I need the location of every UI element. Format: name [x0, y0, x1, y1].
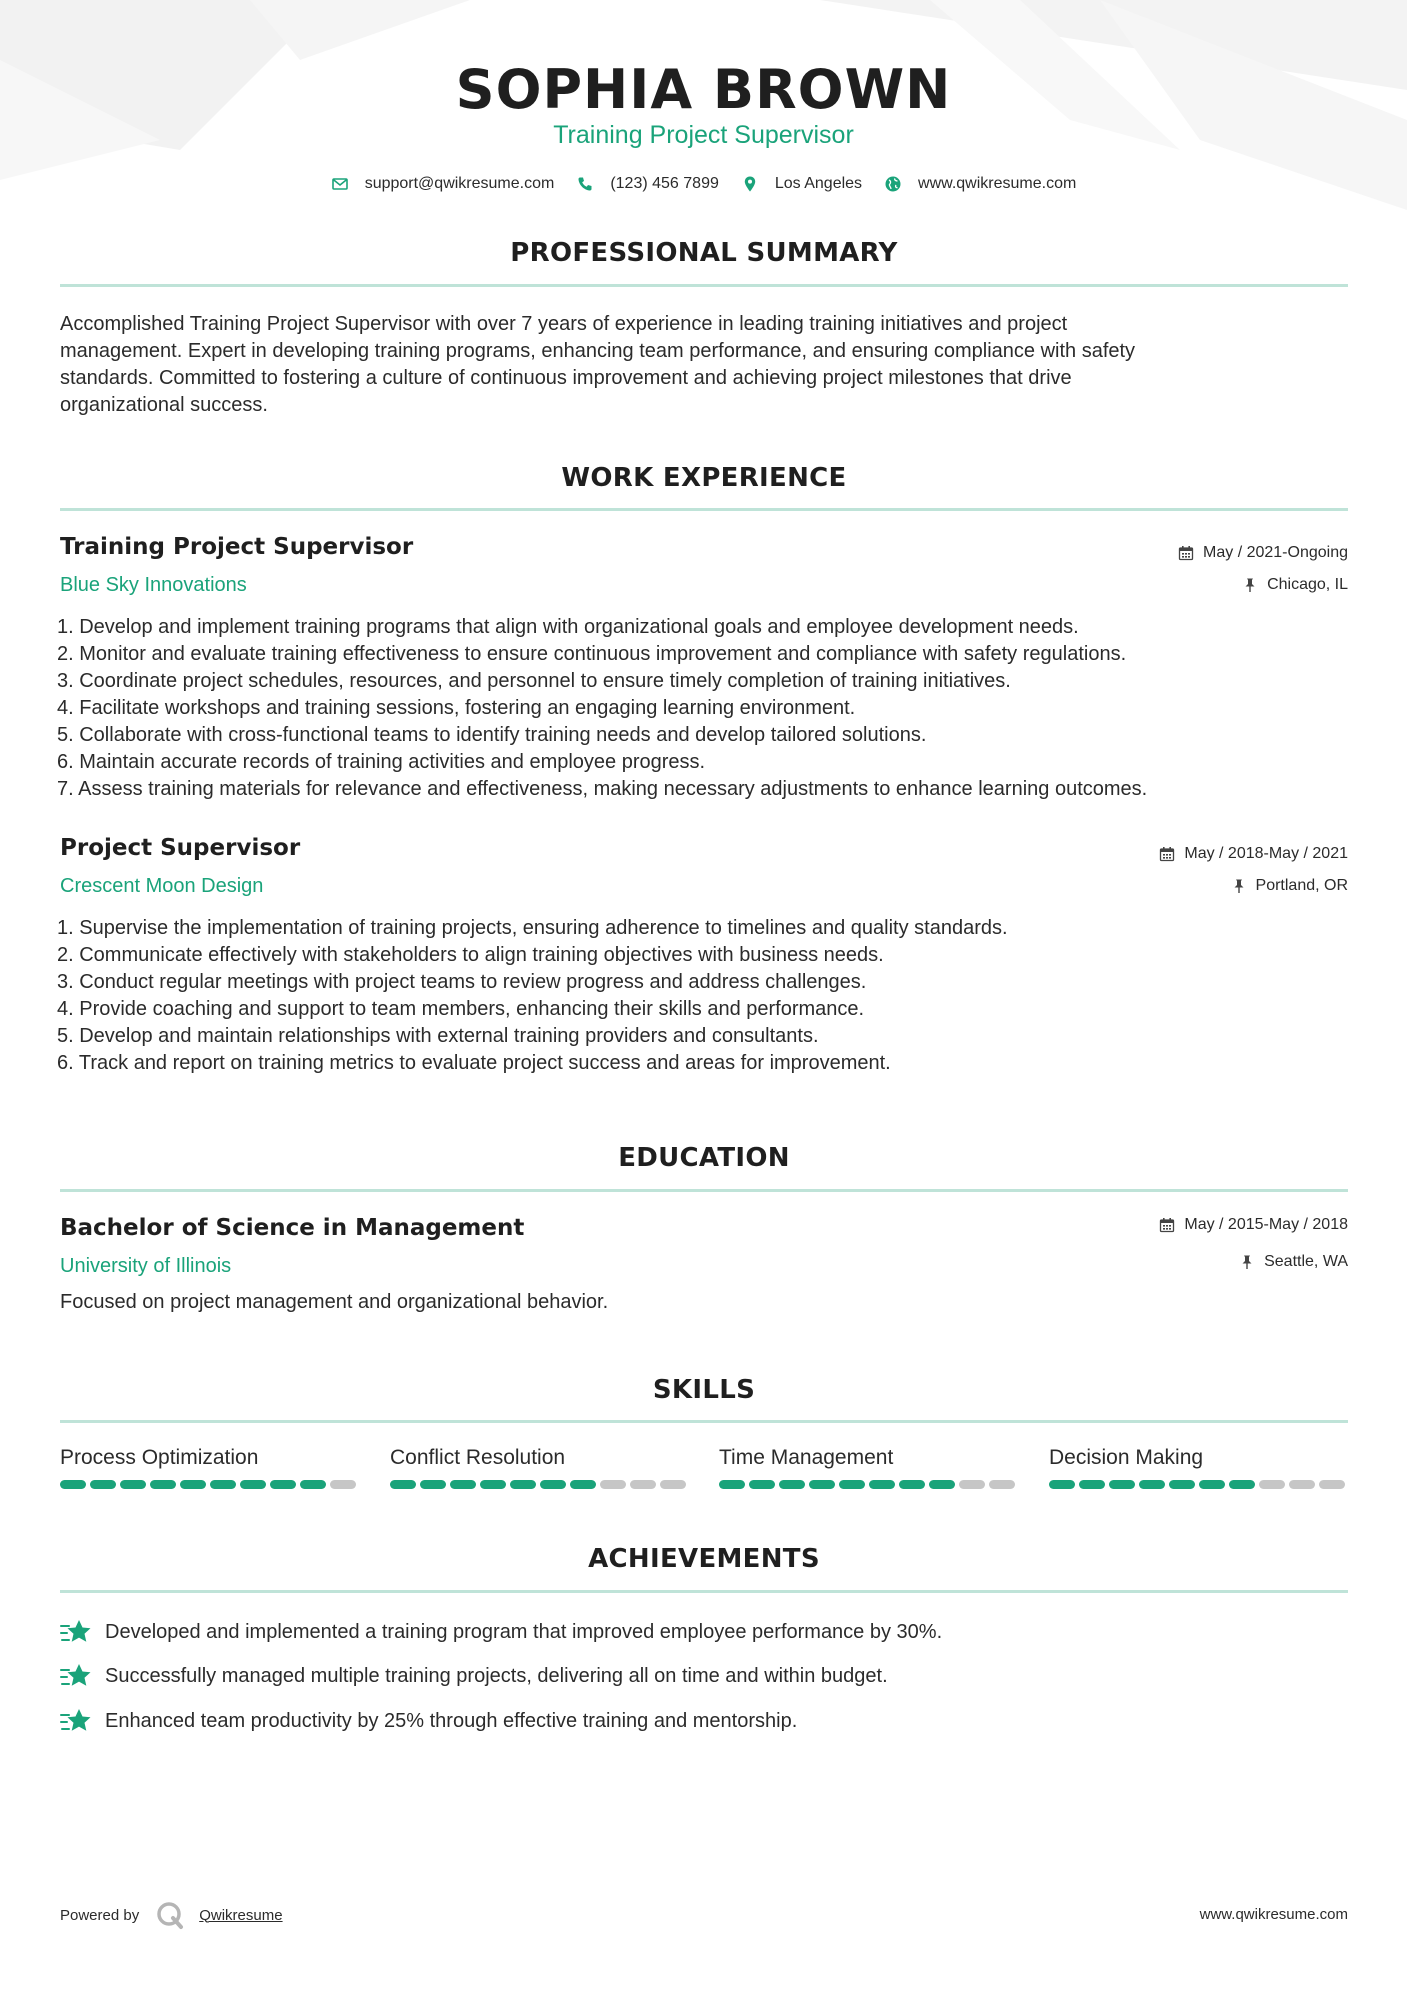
job-location-text: Chicago, IL: [1267, 576, 1348, 593]
summary-text: [60, 311, 1350, 419]
section-divider: [60, 1420, 1348, 1423]
achievement-text: Enhanced team productivity by 25% through effective training and mentorship.: [105, 1709, 798, 1732]
skill-level-bar: [60, 1480, 360, 1489]
star-icon: [60, 1618, 92, 1646]
skill-segment-filled: [749, 1480, 775, 1489]
skill-segment-empty: [330, 1480, 356, 1489]
summary-line: organizational success.: [60, 394, 268, 416]
skill-segment-filled: [420, 1480, 446, 1489]
skill-segment-filled: [240, 1480, 266, 1489]
job-dates-text: May / 2021-Ongoing: [1203, 544, 1348, 561]
skill-segment-filled: [1079, 1480, 1105, 1489]
section-heading-education: EDUCATION: [618, 1143, 790, 1173]
calendar-icon: [1178, 545, 1194, 561]
skill-segment-filled: [1109, 1480, 1135, 1489]
star-icon: [60, 1662, 92, 1690]
section-heading-experience: WORK EXPERIENCE: [561, 463, 847, 493]
skill-segment-filled: [1199, 1480, 1225, 1489]
job-responsibilities: [57, 915, 1357, 1077]
skill-segment-filled: [210, 1480, 236, 1489]
skill-segment-filled: [929, 1480, 955, 1489]
skill-name: Time Management: [719, 1446, 894, 1469]
education-school: University of Illinois: [60, 1255, 232, 1277]
footer-powered-by: [60, 1900, 283, 1930]
calendar-icon: [1159, 1217, 1175, 1233]
skill-segment-filled: [899, 1480, 925, 1489]
achievement-text: Successfully managed multiple training projects, delivering all on time and within budget.: [105, 1664, 888, 1687]
list-item: 1. Supervise the implementation of training projects, ensuring adherence to timelines and quality standards.: [57, 917, 1008, 939]
list-item: 5. Collaborate with cross-functional teams to identify training needs and develop tailored solutions.: [57, 724, 927, 746]
section-heading-summary: PROFESSIONAL SUMMARY: [510, 238, 898, 268]
contact-phone-text: (123) 456 7899: [610, 175, 719, 192]
list-item: 4. Provide coaching and support to team members, enhancing their skills and performance.: [57, 998, 865, 1020]
achievement-text: Developed and implemented a training program that improved employee performance by 30%.: [105, 1620, 943, 1643]
list-item: 6. Track and report on training metrics to evaluate project success and areas for improvement.: [57, 1052, 891, 1074]
skill-segment-filled: [510, 1480, 536, 1489]
job-company: Crescent Moon Design: [60, 875, 264, 897]
education-degree: Bachelor of Science in Management: [60, 1215, 525, 1241]
skill-segment-filled: [120, 1480, 146, 1489]
skill-segment-filled: [839, 1480, 865, 1489]
education-dates: [1159, 1216, 1348, 1234]
skill-segment-filled: [300, 1480, 326, 1489]
skill-segment-filled: [60, 1480, 86, 1489]
section-divider: [60, 1189, 1348, 1192]
contact-location-text: Los Angeles: [774, 175, 863, 192]
calendar-icon: [1159, 846, 1175, 862]
job-title: Training Project Supervisor: [60, 534, 414, 560]
skill-item: [60, 1444, 360, 1489]
skill-segment-empty: [600, 1480, 626, 1489]
pushpin-icon: [1242, 577, 1258, 593]
list-item: 5. Develop and maintain relationships with external training providers and consultants.: [57, 1025, 819, 1047]
education-description: Focused on project management and organizational behavior.: [60, 1291, 609, 1313]
section-divider: [60, 1590, 1348, 1593]
skill-segment-filled: [719, 1480, 745, 1489]
skill-segment-empty: [660, 1480, 686, 1489]
contact-bar: [0, 172, 1407, 196]
globe-icon: [884, 175, 902, 193]
skill-name: Process Optimization: [60, 1446, 259, 1469]
skill-segment-filled: [150, 1480, 176, 1489]
skill-level-bar: [719, 1480, 1019, 1489]
contact-website[interactable]: [884, 175, 1076, 193]
contact-email-text: support@qwikresume.com: [364, 175, 555, 192]
skill-segment-empty: [1289, 1480, 1315, 1489]
job-dates: [1159, 845, 1348, 863]
list-item: 2. Monitor and evaluate training effectiveness to ensure continuous improvement and compliance with safety regulations.: [57, 643, 1127, 665]
envelope-icon: [331, 175, 349, 193]
list-item: 4. Facilitate workshops and training sessions, fostering an engaging learning environment.: [57, 697, 856, 719]
skill-segment-empty: [1259, 1480, 1285, 1489]
job-location: [1231, 877, 1348, 895]
skill-segment-filled: [390, 1480, 416, 1489]
list-item: 3. Coordinate project schedules, resources, and personnel to ensure timely completion of training initiatives.: [57, 670, 1011, 692]
section-heading-achievements: ACHIEVEMENTS: [588, 1544, 820, 1574]
job-location-text: Portland, OR: [1255, 877, 1348, 894]
skill-level-bar: [390, 1480, 690, 1489]
skill-segment-filled: [779, 1480, 805, 1489]
section-divider: [60, 508, 1348, 511]
list-item: 3. Conduct regular meetings with project teams to review progress and address challenges.: [57, 971, 867, 993]
achievement-item: [60, 1707, 797, 1735]
summary-line: Accomplished Training Project Supervisor with over 7 years of experience in leading training initiatives and project: [60, 313, 1068, 335]
achievement-item: [60, 1618, 942, 1646]
skill-segment-filled: [480, 1480, 506, 1489]
skill-segment-empty: [1319, 1480, 1345, 1489]
star-icon: [60, 1707, 92, 1735]
skill-segment-filled: [869, 1480, 895, 1489]
skill-segment-filled: [1139, 1480, 1165, 1489]
education-location: [1239, 1253, 1348, 1271]
pushpin-icon: [1231, 878, 1247, 894]
pushpin-icon: [1239, 1254, 1255, 1270]
list-item: 7. Assess training materials for relevance and effectiveness, making necessary adjustments to enhance learning outcomes.: [57, 778, 1148, 800]
section-divider: [60, 284, 1348, 287]
qwikresume-link[interactable]: Qwikresume: [199, 1906, 283, 1924]
list-item: 2. Communicate effectively with stakeholders to align training objectives with business needs.: [57, 944, 884, 966]
skill-segment-filled: [1049, 1480, 1075, 1489]
skill-item: [719, 1444, 1019, 1489]
skill-segment-empty: [630, 1480, 656, 1489]
candidate-name: SOPHIA BROWN: [455, 58, 952, 121]
job-title: Project Supervisor: [60, 835, 301, 861]
skill-segment-filled: [540, 1480, 566, 1489]
skill-item: [390, 1444, 690, 1489]
skill-segment-filled: [270, 1480, 296, 1489]
achievement-item: [60, 1662, 888, 1690]
list-item: 6. Maintain accurate records of training activities and employee progress.: [57, 751, 706, 773]
contact-email[interactable]: [331, 175, 555, 193]
education-dates-text: May / 2015-May / 2018: [1184, 1216, 1348, 1233]
section-heading-skills: SKILLS: [652, 1375, 756, 1405]
skill-item: [1049, 1444, 1349, 1489]
list-item: 1. Develop and implement training programs that align with organizational goals and employee development needs.: [57, 616, 1079, 638]
summary-line: standards. Committed to fostering a culture of continuous improvement and achieving project milestones that drive: [60, 367, 1072, 389]
phone-icon: [576, 175, 594, 193]
job-dates-text: May / 2018-May / 2021: [1184, 845, 1348, 862]
skill-segment-filled: [180, 1480, 206, 1489]
skill-name: Decision Making: [1049, 1446, 1204, 1469]
skill-name: Conflict Resolution: [390, 1446, 566, 1469]
contact-location: [741, 175, 862, 193]
contact-website-text: www.qwikresume.com: [918, 175, 1077, 192]
footer-website[interactable]: www.qwikresume.com: [1199, 1906, 1348, 1923]
skill-segment-filled: [570, 1480, 596, 1489]
education-location-text: Seattle, WA: [1264, 1253, 1348, 1270]
skill-segment-filled: [450, 1480, 476, 1489]
skill-segment-empty: [989, 1480, 1015, 1489]
skill-segment-empty: [959, 1480, 985, 1489]
skill-segment-filled: [1169, 1480, 1195, 1489]
skill-segment-filled: [809, 1480, 835, 1489]
candidate-title: Training Project Supervisor: [553, 121, 854, 149]
job-dates: [1178, 544, 1348, 562]
summary-line: management. Expert in developing training programs, enhancing team performance, and ensuring compliance with safety: [60, 340, 1136, 362]
map-pin-icon: [741, 175, 759, 193]
qwikresume-logo-icon: [155, 1900, 185, 1930]
contact-phone[interactable]: [576, 175, 719, 193]
job-location: [1242, 576, 1348, 594]
powered-by-label: Powered by: [60, 1906, 140, 1924]
job-responsibilities: [57, 614, 1357, 803]
skill-level-bar: [1049, 1480, 1349, 1489]
skill-segment-filled: [90, 1480, 116, 1489]
job-company: Blue Sky Innovations: [60, 574, 247, 596]
skill-segment-filled: [1229, 1480, 1255, 1489]
